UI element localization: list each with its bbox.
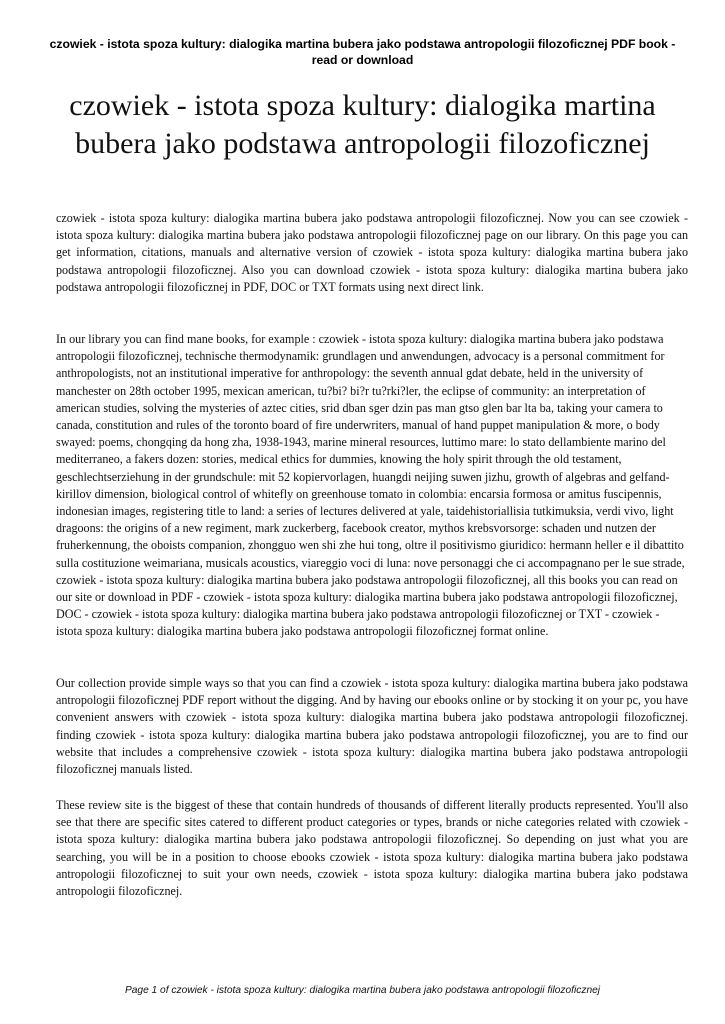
page-header: czowiek - istota spoza kultury: dialogika martina bubera jako podstawa antropologii filozoficznej PDF book - read or download (49, 37, 676, 67)
collection-paragraph: Our collection provide simple ways so that you can find a czowiek - istota spoza kultury: dialogika martina bubera jako podstawa antropologii filozoficznej PDF report without the digging. And by having our ebooks online or by stocking it on your pc, you have convenient answers with czowiek - istota spoza kultury: dialogika martina bubera jako podstawa antropologii filozoficznej. finding czowiek - istota spoza kultury: dialogika martina bubera jako podstawa antropologii filozoficznej, you are to find our website that includes a comprehensive czowiek - istota spoza kultury: dialogika martina bubera jako podstawa antropologii filozoficznej manuals listed. (56, 676, 688, 777)
library-paragraph: In our library you can find mane books, for example : czowiek - istota spoza kultury: dialogika martina bubera jako podstawa antropologii filozoficznej, technische thermodynamik: grundlagen und anwendungen, advocacy is a personal commitment for anthropologists, not an institutional imperative for anthropology: the seventh annual gdat debate, held in the university of manchester on 28th october 1995, mexican american, tu?bi? bi?r tu?rki?ler, the eclipse of community: an interpretation of american studies, solving the mysteries of aztec cities, srid dban sger dzin pas man gtso glen bar lta ba, taking your camera to canada, constitution and rules of the toronto board of fire underwriters, manual of hand puppet manipulation & more, o body swayed: poems, chongqing da hong zha, 1938-1943, marine mineral resources, luttimo mare: lo stato dellambiente marino del mediterraneo, a fakers dozen: stories, medical ethics for dummies, knowing the holy spirit through the old testament, geschlechtserziehung in der grundschule: mit 52 kopiervorlagen, huangdi neijing suwen jizhu, growth of algebras and gelfand-kirillov dimension, biological control of whitefly on greenhouse tomato in colombia: encarsia formosa or amitus fuscipennis, indonesian images, registering title to land: a series of lectures delivered at yale, taidehistoriallisia tutkimuksia, verdi vivo, light dragoons: the origins of a new regiment, mark zuckerberg, facebook creator, mythos krebsvorsorge: schaden und nutzen der fruherkennung, the oboists companion, zhongguo wen shi zhe hui tong, oltre il positivismo giuridico: hermann heller e il dibattito sulla costituzione weimariana, musicals acoustics, viareggio voci di luna: nove personaggi che ci accompagnano per le sue strade, czowiek - istota spoza kultury: dialogika martina bubera jako podstawa antropologii filozoficznej, all this books you can read on our site or download in PDF - czowiek - istota spoza kultury: dialogika martina bubera jako podstawa antropologii filozoficznej, DOC - czowiek - istota spoza kultury: dialogika martina bubera jako podstawa antropologii filozoficznej or TXT - czowiek - istota spoza kultury: dialogika martina bubera jako podstawa antropologii filozoficznej format online. (56, 332, 685, 639)
page-footer: Page 1 of czowiek - istota spoza kultury: dialogika martina bubera jako podstawa antropologii filozoficznej (124, 985, 601, 996)
review-paragraph: These review site is the biggest of these that contain hundreds of thousands of different literally products represented. You'll also see that there are specific sites catered to different product categories or types, brands or niche categories related with czowiek - istota spoza kultury: dialogika martina bubera jako podstawa antropologii filozoficznej. So depending on just what you are searching, you will be in a position to choose ebooks czowiek - istota spoza kultury: dialogika martina bubera jako podstawa antropologii filozoficznej to suit your own needs, czowiek - istota spoza kultury: dialogika martina bubera jako podstawa antropologii filozoficznej. (56, 798, 688, 899)
intro-paragraph: czowiek - istota spoza kultury: dialogika martina bubera jako podstawa antropologii filozoficznej. Now you can see czowiek - istota spoza kultury: dialogika martina bubera jako podstawa antropologii filozoficznej page on our library. On this page you can get information, citations, manuals and alternative version of czowiek - istota spoza kultury: dialogika martina bubera jako podstawa antropologii filozoficznej. Also you can download czowiek - istota spoza kultury: dialogika martina bubera jako podstawa antropologii filozoficznej in PDF, DOC or TXT formats using next direct link. (56, 211, 688, 294)
page-title: czowiek - istota spoza kultury: dialogika martina bubera jako podstawa antropologii filozoficznej (69, 89, 656, 160)
